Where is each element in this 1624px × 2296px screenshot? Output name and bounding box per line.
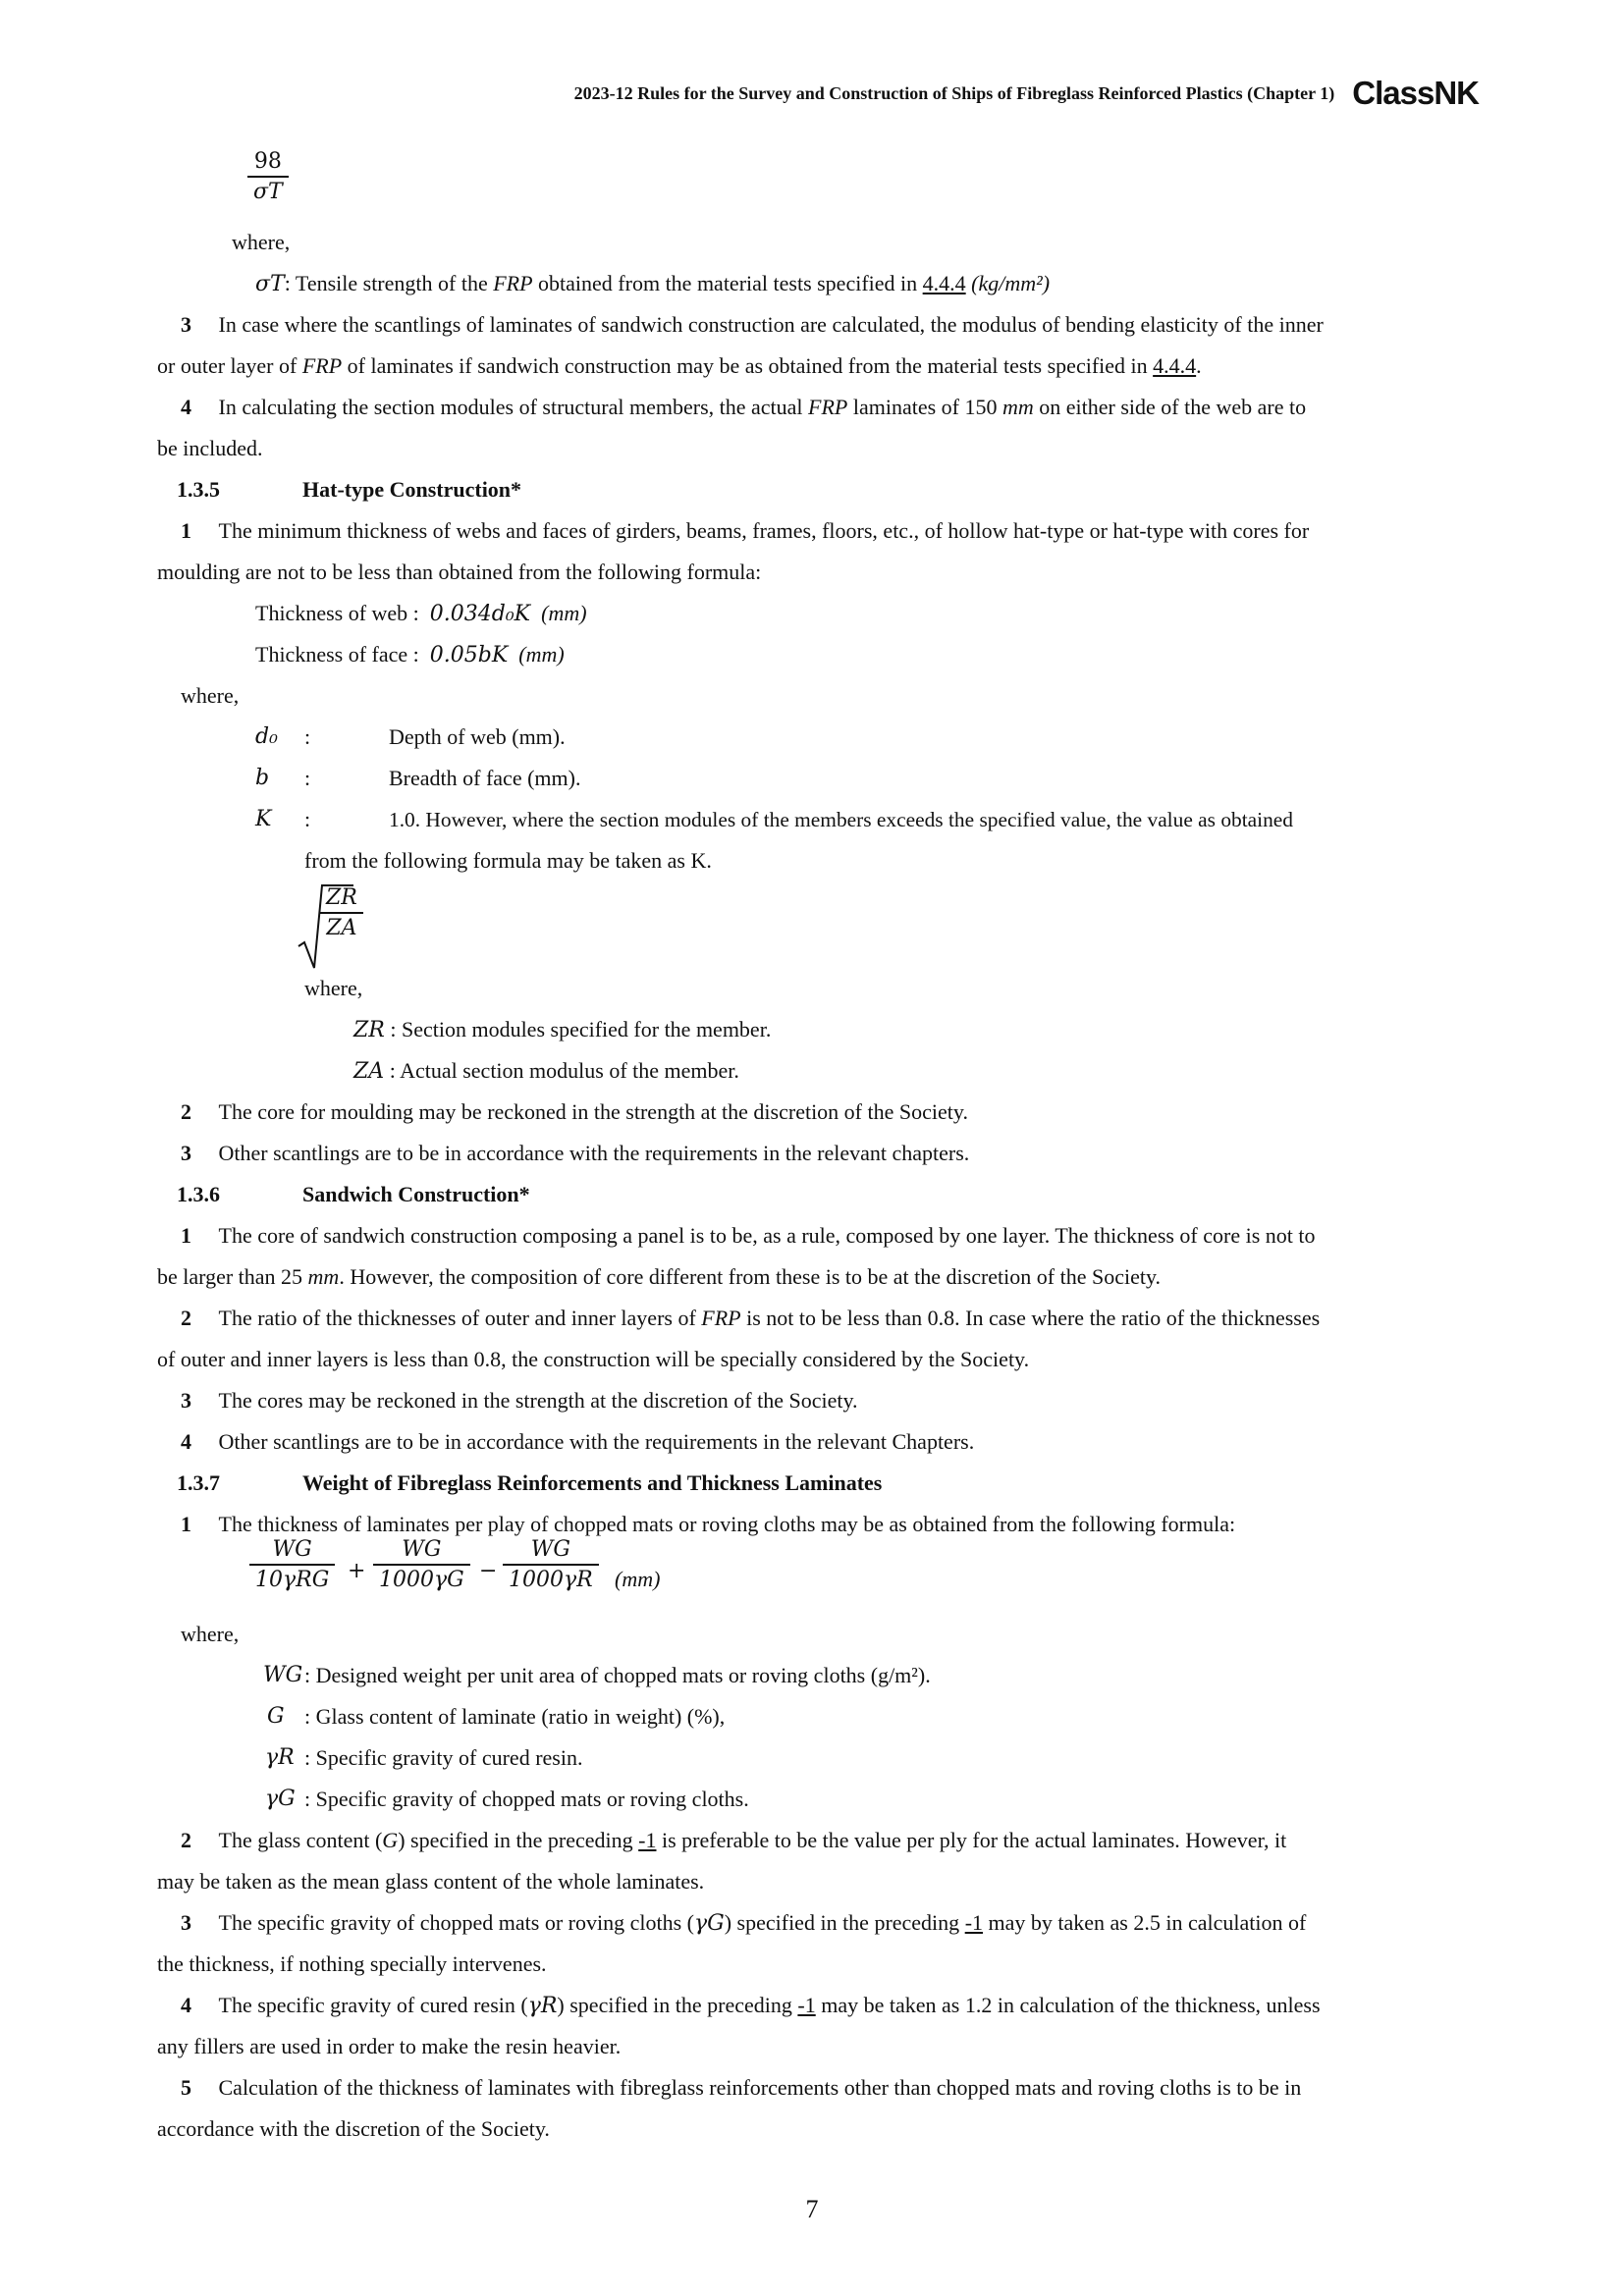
formula-numerator: WG xyxy=(272,1537,312,1562)
web-thickness-formula xyxy=(255,599,587,629)
s137-para-3-line-2: the thickness, if nothing specially intervenes. xyxy=(157,1951,547,1976)
ref-link-4-4-4[interactable]: 4.4.4 xyxy=(1153,353,1197,378)
formula-label: Thickness of face : xyxy=(255,642,419,667)
def-text-g: : Glass content of laminate (ratio in weight) (%), xyxy=(304,1704,726,1729)
formula-numerator: WG xyxy=(530,1537,570,1562)
formula-term-1 xyxy=(249,1537,335,1592)
header-title: 2023-12 Rules for the Survey and Construction of Ships of Fibreglass Reinforced Plastics (Chapter 1) xyxy=(573,82,1335,103)
para-text: The thickness of laminates per play of chopped mats or roving cloths may be as obtained from the following formula: xyxy=(218,1512,1236,1536)
para-text: The specific gravity of chopped mats or roving cloths ( xyxy=(218,1910,694,1935)
para-text: Calculation of the thickness of laminates with fibreglass reinforcements other than chopped mats and roving cloths is to be in xyxy=(218,2075,1302,2100)
para-4-line-2: be included. xyxy=(157,436,263,460)
frp-term: FRP xyxy=(701,1306,741,1330)
fraction-bar xyxy=(503,1564,599,1566)
para-number: 4 xyxy=(181,1429,191,1454)
para-text: Other scantlings are to be in accordance with the requirements in the relevant Chapters. xyxy=(218,1429,975,1454)
def-text-b: Breadth of face (mm). xyxy=(389,766,581,790)
s136-para-3 xyxy=(181,1386,858,1415)
para-number: 2 xyxy=(181,1306,191,1330)
s137-para-4-line-1 xyxy=(181,1991,1321,2021)
formula-unit: (mm) xyxy=(518,642,565,667)
para-number: 3 xyxy=(181,1910,191,1935)
para-text: In case where the scantlings of laminates of sandwich construction are calculated, the modulus of bending elasticity of the inner xyxy=(218,312,1324,337)
para-number: 1 xyxy=(181,518,191,543)
para-number: 2 xyxy=(181,1099,191,1124)
para-text: In calculating the section modules of structural members, the actual xyxy=(218,395,809,419)
para-text: ) specified in the preceding xyxy=(724,1910,965,1935)
s137-para-2-line-2: may be taken as the mean glass content of the whole laminates. xyxy=(157,1869,705,1894)
def-symbol-g: G xyxy=(267,1704,285,1729)
def-symbol: ZR xyxy=(353,1018,385,1042)
para-text: of laminates if sandwich construction may be as obtained from the material tests specified in xyxy=(342,353,1154,378)
s136-para-2-line-1 xyxy=(181,1304,1320,1333)
s137-para-5-line-1 xyxy=(181,2073,1301,2103)
para-3-line-1 xyxy=(181,310,1324,340)
para-text: on either side of the web are to xyxy=(1033,395,1307,419)
def-text-2: obtained from the material tests specified in xyxy=(532,271,923,295)
face-thickness-formula xyxy=(255,640,565,670)
s137-para-1 xyxy=(181,1510,1235,1539)
para-text: The cores may be reckoned in the strength at the discretion of the Society. xyxy=(218,1388,858,1413)
formula-unit: (mm) xyxy=(541,601,587,625)
plus-operator: + xyxy=(348,1559,366,1583)
para-text: be larger than 25 xyxy=(157,1264,308,1289)
def-text-gamma-g: : Specific gravity of chopped mats or roving cloths. xyxy=(304,1787,749,1811)
where-label: where, xyxy=(232,230,291,254)
para-text: The minimum thickness of webs and faces of girders, beams, frames, floors, etc., of hollow hat-type or hat-type with cores for xyxy=(218,518,1310,543)
para-text: . However, the composition of core different from these is to be at the discretion of the Society. xyxy=(339,1264,1162,1289)
para-number: 3 xyxy=(181,1388,191,1413)
def-text: : Actual section modulus of the member. xyxy=(389,1058,739,1083)
para-number: 4 xyxy=(181,395,191,419)
def-text: : Section modules specified for the member. xyxy=(390,1017,772,1041)
unit-mm: mm xyxy=(1002,395,1034,419)
formula-numerator: ZR xyxy=(326,885,357,910)
za-definition xyxy=(353,1056,739,1087)
s136-para-1-line-2 xyxy=(157,1262,1161,1292)
para-text: or outer layer of xyxy=(157,353,302,378)
sigma-definition xyxy=(255,269,1050,299)
def-unit: (kg/mm²) xyxy=(971,271,1051,295)
def-colon: : xyxy=(304,724,311,749)
formula-label: Thickness of web : xyxy=(255,601,419,625)
s137-para-4-line-2: any fillers are used in order to make the resin heavier. xyxy=(157,2034,622,2058)
formula-denominator: 1000γG xyxy=(379,1568,464,1592)
ref-link-minus-1[interactable]: -1 xyxy=(964,1910,984,1935)
page-header xyxy=(574,75,1479,112)
s136-para-1-line-1 xyxy=(181,1221,1316,1251)
def-colon: : xyxy=(304,807,311,831)
def-symbol-gamma-r: γR xyxy=(265,1745,295,1770)
para-text: Other scantlings are to be in accordance with the requirements in the relevant chapters. xyxy=(218,1141,970,1165)
formula-expression: 0.034d₀K xyxy=(429,602,531,626)
s136-para-2-line-2: of outer and inner layers is less than 0.8, the construction will be specially considered by the Society. xyxy=(157,1347,1030,1371)
s136-para-4 xyxy=(181,1427,974,1457)
para-number: 2 xyxy=(181,1828,191,1852)
formula-denominator: ZA xyxy=(326,916,357,940)
formula-denominator: σT xyxy=(253,180,283,204)
s137-para-5-line-2: accordance with the discretion of the Society. xyxy=(157,2116,550,2141)
s137-para-3-line-1 xyxy=(181,1908,1306,1939)
formula-denominator: 1000γR xyxy=(509,1568,593,1592)
formula-numerator: WG xyxy=(402,1537,442,1562)
para-text: . xyxy=(1196,353,1202,378)
formula-zr-over-za xyxy=(320,885,363,940)
para-text: The core of sandwich construction composing a panel is to be, as a rule, composed by one layer. The thickness of core is not to xyxy=(218,1223,1316,1248)
page-number: 7 xyxy=(805,2195,819,2223)
fraction-bar xyxy=(247,176,289,178)
ref-link-4-4-4[interactable]: 4.4.4 xyxy=(922,271,966,295)
classnk-logo: ClassNK xyxy=(1352,75,1479,111)
para-number: 3 xyxy=(181,1141,191,1165)
section-1-3-7-number: 1.3.7 xyxy=(177,1470,220,1495)
def-symbol-k: K xyxy=(255,807,272,831)
zr-definition xyxy=(353,1015,771,1045)
para-3-line-2 xyxy=(157,351,1202,381)
para-text: is preferable to be the value per ply for the actual laminates. However, it xyxy=(656,1828,1287,1852)
ref-link-minus-1[interactable]: -1 xyxy=(638,1828,657,1852)
symbol-g: G xyxy=(382,1828,399,1852)
para-text: The core for moulding may be reckoned in the strength at the discretion of the Society. xyxy=(218,1099,968,1124)
ref-link-minus-1[interactable]: -1 xyxy=(797,1993,816,2017)
def-colon: : xyxy=(304,766,311,790)
def-symbol: σT xyxy=(255,272,285,296)
para-text: The ratio of the thicknesses of outer and inner layers of xyxy=(218,1306,702,1330)
para-text: The glass content ( xyxy=(218,1828,383,1852)
para-text: may be taken as 1.2 in calculation of the thickness, unless xyxy=(815,1993,1321,2017)
def-text-d0: Depth of web (mm). xyxy=(389,724,566,749)
s137-para-2-line-1 xyxy=(181,1826,1286,1855)
formula-numerator: 98 xyxy=(253,149,282,174)
fraction-bar xyxy=(373,1564,470,1566)
def-text-k-line-2: from the following formula may be taken as K. xyxy=(304,848,712,873)
frp-term: FRP xyxy=(301,353,343,378)
para-number: 4 xyxy=(181,1993,191,2017)
para-text: may by taken as 2.5 in calculation of xyxy=(983,1910,1307,1935)
fraction-bar xyxy=(249,1564,335,1566)
where-label: where, xyxy=(181,1622,240,1646)
def-symbol: ZA xyxy=(353,1059,385,1084)
def-frp: FRP xyxy=(493,271,533,295)
para-number: 3 xyxy=(181,312,191,337)
where-label: where, xyxy=(304,976,363,1000)
def-text: : Tensile strength of the xyxy=(284,271,494,295)
symbol-gamma-g: γG xyxy=(693,1911,725,1936)
para-text: laminates of 150 xyxy=(847,395,1002,419)
section-1-3-6-number: 1.3.6 xyxy=(177,1182,220,1206)
s135-para-1-line-1 xyxy=(181,516,1309,546)
formula-unit: (mm) xyxy=(615,1567,661,1591)
minus-operator: − xyxy=(479,1559,498,1583)
symbol-gamma-r: γR xyxy=(527,1994,558,2018)
section-1-3-7-title: Weight of Fibreglass Reinforcements and Thickness Laminates xyxy=(302,1470,883,1495)
s135-para-2 xyxy=(181,1097,968,1127)
def-text-wg: : Designed weight per unit area of chopped mats or roving cloths (g/m²). xyxy=(304,1663,931,1687)
section-1-3-5-number: 1.3.5 xyxy=(177,477,220,502)
def-symbol-gamma-g: γG xyxy=(265,1787,296,1811)
section-1-3-6-title: Sandwich Construction* xyxy=(302,1182,530,1206)
def-text-gamma-r: : Specific gravity of cured resin. xyxy=(304,1745,583,1770)
para-text: is not to be less than 0.8. In case where the ratio of the thicknesses xyxy=(740,1306,1321,1330)
fraction-bar xyxy=(320,912,363,914)
para-text: ) specified in the preceding xyxy=(398,1828,639,1852)
para-4-line-1 xyxy=(181,393,1306,422)
formula-expression: 0.05bK xyxy=(429,643,509,667)
para-number: 5 xyxy=(181,2075,191,2100)
section-1-3-5-title: Hat-type Construction* xyxy=(302,477,522,502)
def-symbol-b: b xyxy=(255,766,270,790)
unit-mm: mm xyxy=(307,1264,340,1289)
s135-para-1-line-2: moulding are not to be less than obtained from the following formula: xyxy=(157,560,762,584)
para-text: The specific gravity of cured resin ( xyxy=(218,1993,528,2017)
para-text: ) specified in the preceding xyxy=(557,1993,798,2017)
s135-para-3 xyxy=(181,1139,969,1168)
formula-term-3 xyxy=(503,1537,599,1592)
formula-denominator: 10γRG xyxy=(255,1568,330,1592)
def-symbol-d0: d₀ xyxy=(255,724,278,749)
def-text-k: 1.0. However, where the section modules of the members exceeds the specified value, the value as obtained xyxy=(389,808,1293,831)
para-number: 1 xyxy=(181,1223,191,1248)
def-symbol-wg: WG xyxy=(263,1663,303,1687)
para-number: 1 xyxy=(181,1512,191,1536)
formula-term-2 xyxy=(373,1537,470,1592)
where-label: where, xyxy=(181,683,240,708)
frp-term: FRP xyxy=(808,395,848,419)
formula-98-over-sigma xyxy=(247,149,289,204)
